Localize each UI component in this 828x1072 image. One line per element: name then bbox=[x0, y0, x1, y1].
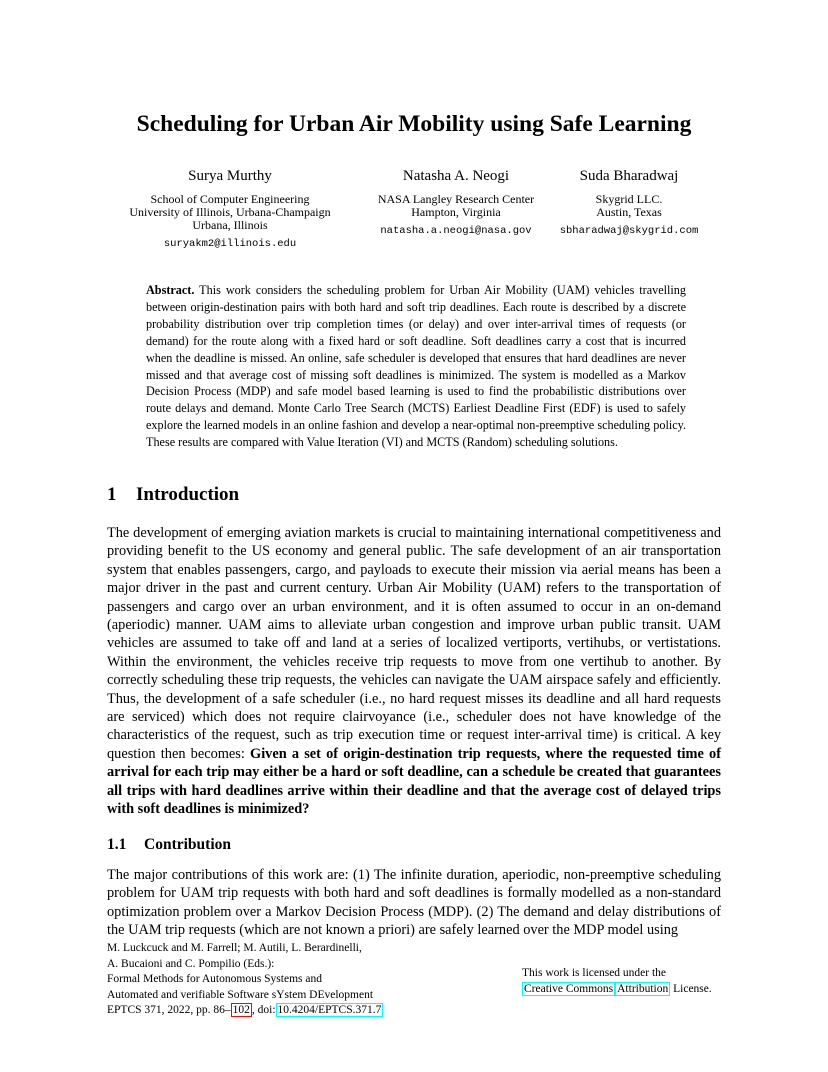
author-block bbox=[120, 168, 340, 251]
license-notice bbox=[522, 966, 712, 997]
footer-line: M. Luckcuck and M. Farrell; M. Autili, L. Berardinelli, bbox=[107, 942, 362, 954]
author-block bbox=[534, 168, 724, 238]
author-name: Suda Bharadwaj bbox=[579, 168, 679, 184]
section-number: 1 bbox=[107, 484, 117, 505]
author-affiliation-line: Hampton, Virginia bbox=[411, 205, 501, 219]
subsection-heading-contribution bbox=[107, 836, 231, 854]
footer-line: Automated and verifiable Software sYstem DEvelopment bbox=[107, 988, 374, 1001]
introduction-paragraph bbox=[107, 524, 721, 819]
abstract-text: This work considers the scheduling problem for Urban Air Mobility (UAM) vehicles travelling between origin-destination pairs with both hard and soft trip deadlines. Each route is described by a discrete probability distribution over trip completion times (or delay) and over inter-arrival times of requests (or demand) for the route along with a fixed hard or soft deadline. Soft deadlines carry a cost that is incurred when the deadline is missed. An online, safe scheduler is developed that ensures that hard deadlines are never missed and that average cost of missing soft deadlines is minimized. The system is modelled as a Markov Decision Process (MDP) and safe model based learning is used to find the probabilistic distributions over route delays and demand. Monte Carlo Tree Search (MCTS) Earliest Deadline First (EDF) is used to safely explore the learned models in an online fashion and develop a near-optimal non-preemptive scheduling policy. These results are compared with Value Iteration (VI) and MCTS (Random) scheduling solutions. bbox=[146, 283, 686, 450]
footer-line: Formal Methods for Autonomous Systems and bbox=[107, 973, 322, 986]
eptcs-prefix: EPTCS 371, 2022, pp. 86– bbox=[107, 1004, 231, 1017]
abstract-label: Abstract. bbox=[146, 283, 195, 297]
author-name: Natasha A. Neogi bbox=[402, 168, 510, 184]
doi-link[interactable]: 10.4204/EPTCS.371.7 bbox=[277, 1004, 382, 1017]
author-affiliation-line: NASA Langley Research Center bbox=[377, 192, 535, 206]
key-question: Given a set of origin-destination trip requests, where the requested time of arrival for each trip may either be a hard or soft deadline, can a schedule be created that guarantees all trips with hard deadlines arrive within their deadline and that the average cost of delayed trips with soft deadlines is minimized? bbox=[107, 745, 721, 818]
doi-prefix: , doi: bbox=[251, 1004, 276, 1017]
author-email: natasha.a.neogi@nasa.gov bbox=[380, 225, 532, 237]
attribution-link[interactable]: Attribution bbox=[617, 982, 669, 995]
creative-commons-link[interactable]: Creative Commons bbox=[524, 982, 614, 995]
author-name: Surya Murthy bbox=[188, 168, 272, 184]
abstract bbox=[146, 282, 686, 451]
author-email: suryakm2@illinois.edu bbox=[163, 238, 297, 250]
author-affiliation-line: Urbana, Illinois bbox=[192, 218, 268, 232]
license-links-line bbox=[522, 982, 712, 998]
author-affiliation-line: Skygrid LLC. bbox=[595, 192, 663, 206]
section-title: Introduction bbox=[136, 484, 240, 505]
author-affiliation-line: School of Computer Engineering bbox=[150, 192, 310, 206]
author-affiliation-line: Austin, Texas bbox=[596, 205, 662, 219]
paper-title: Scheduling for Urban Air Mobility using Safe Learning bbox=[136, 111, 692, 137]
author-affiliation-line: University of Illinois, Urbana-Champaign bbox=[129, 205, 331, 219]
license-line: This work is licensed under the bbox=[522, 967, 667, 979]
subsection-number: 1.1 bbox=[107, 836, 127, 853]
introduction-text: The development of emerging aviation markets is crucial to maintaining international competitiveness and providing benefit to the US economy and general public. The safe development of an air transportation system that enables passengers, cargo, and payloads to execute their mission via aerial means has been a major driver in the past and current century. Urban Air Mobility (UAM) refers to the transportation of passengers and cargo over an urban environment, and it is often assumed to occur in an on-demand (aperiodic) manner. UAM aims to alleviate urban congestion and improve urban public transit. UAM vehicles are assumed to take off and land at a series of localized vertiports, vertihubs, or vertistations. Within the environment, the vehicles receive trip requests to move from one vertihub to another. By correctly scheduling these trip requests, the vehicles can navigate the UAM airspace safely and efficiently. Thus, the development of a safe scheduler (i.e., no hard request misses its deadline and all hard requests are serviced) which does not require clairvoyance (i.e., scheduler does not have knowledge of the characteristics of the request, such as trip execution time or request inter-arrival time) is critical. A key question then becomes: bbox=[107, 525, 721, 762]
subsection-title: Contribution bbox=[144, 836, 231, 853]
end-page-link[interactable]: 102 bbox=[232, 1004, 250, 1017]
contribution-paragraph: The major contributions of this work are: (1) The infinite duration, aperiodic, non-preemptive scheduling problem for UAM trip requests with both hard and soft deadlines is formally modelled as a non-standard optimization problem over a Markov Decision Process (MDP). (2) The demand and delay distributions of the UAM trip requests (which are not known a priori) are safely learned over the MDP model using bbox=[107, 867, 721, 939]
license-suffix: License. bbox=[670, 982, 712, 995]
publication-footer bbox=[107, 941, 383, 1019]
section-heading-introduction bbox=[107, 484, 239, 506]
author-block bbox=[346, 168, 566, 238]
author-email: sbharadwaj@skygrid.com bbox=[559, 225, 699, 237]
footer-line: A. Bucaioni and C. Pompilio (Eds.): bbox=[107, 957, 275, 970]
footer-eptcs-line bbox=[107, 1003, 383, 1019]
